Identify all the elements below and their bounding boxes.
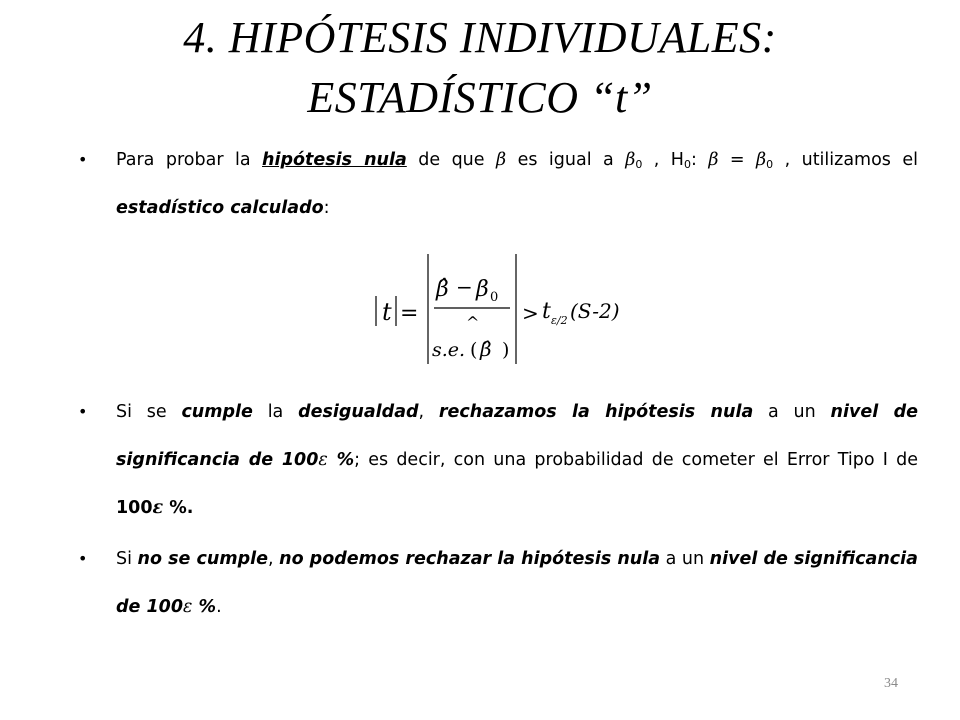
formula-paren-open: ( <box>470 339 478 361</box>
formula-paren-close: ) <box>502 339 510 361</box>
term-null-hypothesis: hipótesis nula <box>262 150 407 170</box>
formula-beta-hat-2: β̂ <box>480 337 492 361</box>
page-number: 34 <box>884 676 898 691</box>
bullet-text: Si no se cumple, no podemos rechazar la hipótesis nula a un nivel de significancia de 100ε %. <box>116 549 918 617</box>
bullet-text: Para probar la hipótesis nula de que β es igual a $\beta_0$ , $H_0$: $\beta = \beta_0$ , utilizamos el estadístico calculado: <box>116 150 919 218</box>
bullet-reject <box>78 388 918 532</box>
formula-hat: ^ <box>466 313 480 332</box>
slide-title <box>0 8 960 128</box>
bullet-dot: • <box>78 402 88 421</box>
bullet-dot: • <box>78 549 88 568</box>
formula-beta-hat: β̂ <box>436 277 449 302</box>
formula-t2: t <box>542 299 551 324</box>
bullet-dot: • <box>78 150 88 169</box>
title-line-1: 4. HIPÓTESIS INDIVIDUALES: <box>183 13 777 62</box>
bullet-null-hypothesis <box>78 136 918 232</box>
bullet-not-reject <box>78 535 918 631</box>
formula-greater: > <box>522 301 539 325</box>
bullet-text: Si se cumple la desigualdad, rechazamos la hipótesis nula a un nivel de significancia de 100ε %; es decir, con una probabilidad de cometer el Error Tipo I de 100ε %. <box>116 402 918 518</box>
title-line-2: ESTADÍSTICO “t” <box>307 73 653 122</box>
t-statistic-formula <box>370 248 640 368</box>
formula-equals: = <box>400 301 419 326</box>
formula-beta: β <box>476 277 489 302</box>
formula-df: (S-2) <box>570 299 620 323</box>
formula-minus: − <box>456 275 473 299</box>
formula-sub-0: 0 <box>490 290 499 305</box>
formula-sub-eps: ε/2 <box>551 314 568 327</box>
formula-t: t <box>382 298 392 326</box>
term-calculated-statistic: estadístico calculado <box>116 198 324 218</box>
formula-se: s.e. <box>432 339 466 361</box>
